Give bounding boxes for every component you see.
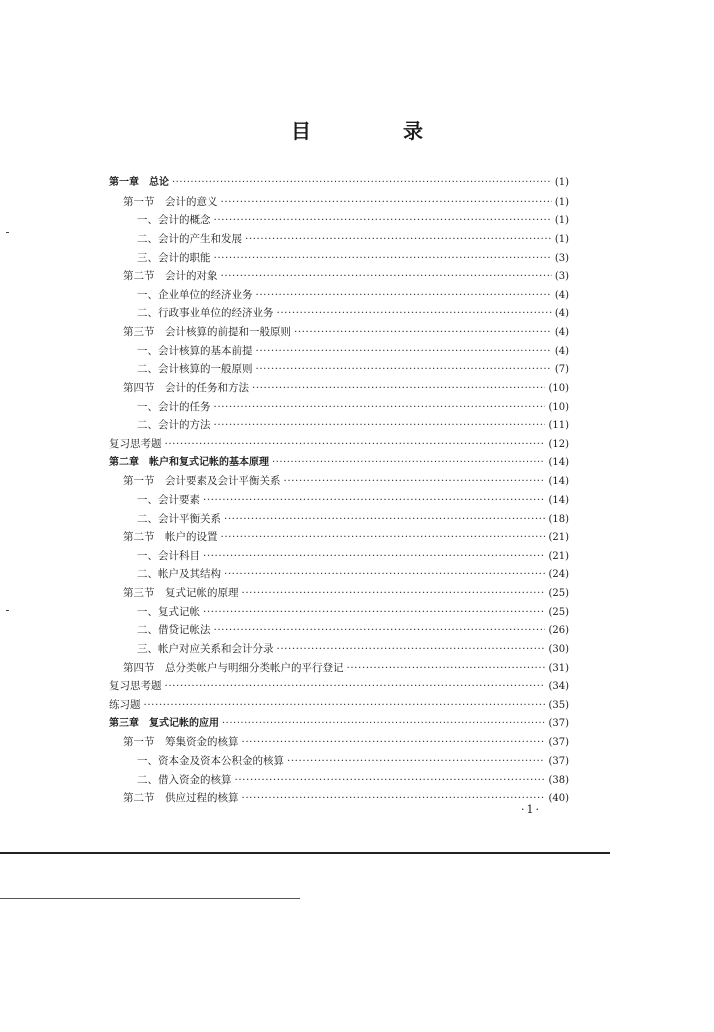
toc-leader-dots	[252, 379, 545, 397]
toc-entry-label: 一、会计的概念	[137, 214, 211, 227]
table-of-contents	[109, 174, 569, 808]
toc-entry-label: 复习思考题	[109, 437, 162, 450]
toc-entry-label: 三、帐户对应关系和会计分录	[137, 643, 274, 656]
toc-leader-dots	[242, 584, 546, 602]
toc-entry	[109, 491, 569, 510]
toc-entry-label: 第一章 总论	[109, 177, 169, 188]
toc-entry-label: 二、会计平衡关系	[137, 512, 221, 525]
toc-leader-dots	[224, 565, 545, 583]
page-number: ·1·	[521, 803, 541, 816]
toc-entry	[109, 174, 569, 193]
toc-leader-dots	[214, 249, 552, 267]
toc-leader-dots	[144, 696, 546, 714]
toc-entry	[109, 304, 569, 323]
toc-entry-page: (18)	[548, 513, 569, 525]
toc-entry	[109, 528, 569, 547]
toc-entry-page: (21)	[548, 550, 569, 562]
toc-entry	[109, 416, 569, 435]
toc-leader-dots	[221, 193, 552, 211]
toc-entry-label: 一、会计科目	[137, 549, 200, 562]
toc-entry-page: (34)	[548, 681, 569, 693]
toc-entry-page: (30)	[548, 644, 569, 656]
toc-entry-page: (11)	[548, 420, 569, 432]
toc-entry-label: 二、会计核算的一般原则	[137, 363, 253, 376]
toc-entry	[109, 286, 569, 305]
toc-entry	[109, 193, 569, 212]
scan-speck	[6, 610, 9, 611]
toc-entry-label: 第四节 会计的任务和方法	[123, 382, 249, 395]
toc-entry-label: 第四节 总分类帐户与明细分类帐户的平行登记	[123, 661, 344, 674]
toc-leader-dots	[256, 360, 552, 378]
toc-entry-label: 三、会计的职能	[137, 251, 211, 264]
toc-leader-dots	[277, 304, 552, 322]
toc-entry-page: (37)	[548, 737, 569, 749]
toc-entry	[109, 211, 569, 230]
toc-entry-page: (25)	[548, 606, 569, 618]
toc-entry	[109, 360, 569, 379]
toc-entry-label: 二、借贷记帐法	[137, 624, 211, 637]
page-title: 目 录	[291, 119, 459, 143]
toc-entry-label: 第一节 筹集资金的核算	[123, 736, 239, 749]
toc-entry-page: (35)	[548, 699, 569, 711]
toc-entry-page: (1)	[554, 196, 569, 208]
toc-leader-dots	[245, 230, 552, 248]
toc-leader-dots	[235, 771, 546, 789]
toc-entry	[109, 696, 569, 715]
toc-entry	[109, 342, 569, 361]
toc-entry-page: (40)	[548, 793, 569, 805]
toc-entry-label: 二、行政事业单位的经济业务	[137, 307, 274, 320]
toc-leader-dots	[256, 286, 552, 304]
toc-entry-label: 复习思考题	[109, 680, 162, 693]
toc-entry-page: (1)	[554, 177, 569, 188]
toc-entry-label: 一、复式记帐	[137, 605, 200, 618]
toc-entry	[109, 472, 569, 491]
toc-entry	[109, 565, 569, 584]
toc-entry	[109, 510, 569, 529]
toc-entry	[109, 379, 569, 398]
toc-entry	[109, 677, 569, 696]
toc-entry	[109, 398, 569, 417]
toc-entry	[109, 789, 569, 808]
toc-entry-page: (26)	[548, 625, 569, 637]
scan-speck	[6, 232, 9, 233]
toc-entry-label: 第三节 复式记帐的原理	[123, 587, 239, 600]
toc-entry-page: (37)	[548, 717, 569, 729]
toc-leader-dots	[172, 174, 552, 192]
toc-entry-page: (38)	[548, 774, 569, 786]
toc-entry-page: (3)	[554, 271, 569, 283]
toc-entry-page: (14)	[548, 456, 569, 468]
toc-leader-dots	[203, 491, 545, 509]
toc-leader-dots	[214, 621, 546, 639]
toc-entry-page: (31)	[548, 662, 569, 674]
toc-entry-label: 二、会计的产生和发展	[137, 232, 242, 245]
toc-leader-dots	[214, 416, 546, 434]
toc-leader-dots	[294, 323, 552, 341]
toc-entry	[109, 603, 569, 622]
toc-entry	[109, 249, 569, 268]
toc-leader-dots	[242, 789, 546, 807]
toc-leader-dots	[277, 640, 546, 658]
toc-entry	[109, 454, 569, 473]
toc-entry	[109, 323, 569, 342]
toc-entry-page: (14)	[548, 476, 569, 488]
toc-entry-label: 一、会计要素	[137, 493, 200, 506]
toc-leader-dots	[256, 342, 552, 360]
toc-entry-page: (24)	[548, 569, 569, 581]
toc-entry-page: (1)	[554, 233, 569, 245]
toc-entry-label: 第二节 供应过程的核算	[123, 792, 239, 805]
toc-entry-label: 第一节 会计要素及会计平衡关系	[123, 475, 281, 488]
toc-entry-page: (7)	[554, 364, 569, 376]
toc-leader-dots	[224, 510, 545, 528]
toc-leader-dots	[203, 603, 545, 621]
toc-entry	[109, 267, 569, 286]
toc-leader-dots	[165, 677, 546, 695]
toc-entry-label: 一、企业单位的经济业务	[137, 288, 253, 301]
toc-entry-label: 第一节 会计的意义	[123, 195, 218, 208]
toc-entry-label: 一、会计核算的基本前提	[137, 344, 253, 357]
toc-entry-page: (25)	[548, 588, 569, 600]
toc-leader-dots	[165, 435, 546, 453]
toc-leader-dots	[347, 659, 546, 677]
toc-leader-dots	[272, 454, 545, 472]
toc-entry	[109, 621, 569, 640]
toc-entry	[109, 659, 569, 678]
toc-entry-label: 第二节 帐户的设置	[123, 531, 218, 544]
toc-leader-dots	[242, 733, 546, 751]
toc-entry-label: 二、帐户及其结构	[137, 568, 221, 581]
toc-entry-label: 第二章 帐户和复式记帐的基本原理	[109, 456, 269, 468]
toc-leader-dots	[284, 472, 546, 490]
toc-leader-dots	[214, 211, 552, 229]
toc-entry-label: 一、资本金及资本公积金的核算	[137, 754, 284, 767]
toc-entry	[109, 547, 569, 566]
toc-entry	[109, 752, 569, 771]
toc-entry-label: 第三节 会计核算的前提和一般原则	[123, 326, 291, 339]
toc-leader-dots	[287, 752, 545, 770]
toc-entry-page: (4)	[554, 308, 569, 320]
toc-entry	[109, 771, 569, 790]
toc-entry	[109, 640, 569, 659]
toc-entry-label: 一、会计的任务	[137, 400, 211, 413]
toc-leader-dots	[214, 398, 546, 416]
toc-entry-page: (10)	[548, 401, 569, 413]
toc-entry-label: 第二节 会计的对象	[123, 270, 218, 283]
toc-entry-page: (21)	[548, 532, 569, 544]
toc-entry-label: 二、借入资金的核算	[137, 773, 232, 786]
toc-entry	[109, 435, 569, 454]
toc-entry-label: 第三章 复式记帐的应用	[109, 717, 219, 729]
toc-entry-label: 练习题	[109, 698, 141, 711]
toc-entry	[109, 715, 569, 734]
bottom-rule-short	[0, 898, 300, 899]
toc-entry-page: (37)	[548, 755, 569, 767]
toc-leader-dots	[221, 267, 552, 285]
toc-entry	[109, 584, 569, 603]
bottom-rule	[0, 852, 610, 854]
toc-entry-page: (10)	[548, 383, 569, 395]
toc-leader-dots	[222, 715, 545, 733]
toc-entry-page: (4)	[554, 345, 569, 357]
toc-entry-page: (4)	[554, 327, 569, 339]
toc-entry-page: (1)	[554, 215, 569, 227]
toc-leader-dots	[221, 528, 546, 546]
toc-entry	[109, 733, 569, 752]
toc-leader-dots	[203, 547, 545, 565]
toc-entry-page: (12)	[548, 438, 569, 450]
toc-entry	[109, 230, 569, 249]
toc-entry-label: 二、会计的方法	[137, 419, 211, 432]
toc-entry-page: (3)	[554, 252, 569, 264]
toc-entry-page: (4)	[554, 289, 569, 301]
toc-entry-page: (14)	[548, 494, 569, 506]
